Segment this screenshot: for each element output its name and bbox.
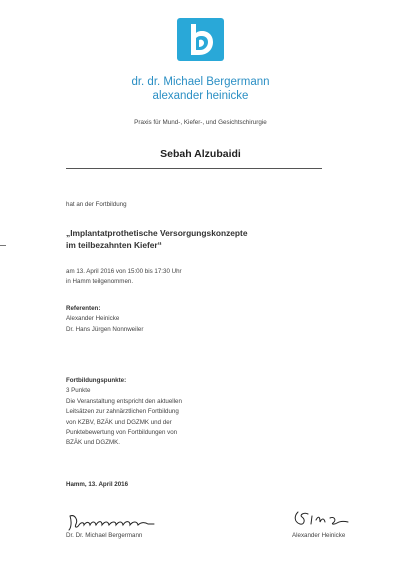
referenten-heading: Referenten: [66,305,101,312]
points-line: BZÄK und DGZMK. [66,439,120,447]
margin-mark [0,245,6,246]
practice-name-line2: alexander heinicke [152,90,249,102]
referent-name: Alexander Heinicke [66,315,120,323]
date-line1: am 13. April 2016 von 15:00 bis 17:30 Uhr [66,268,182,275]
date-line2: in Hamm teilgenommen. [66,278,134,286]
referent-name: Dr. Hans Jürgen Nonnweiler [66,325,144,333]
points-line: Leitsätzen zur zahnärztlichen Fortbildung [66,408,179,416]
practice-description: Praxis für Mund-, Kiefer-, und Gesichtschirurgie [134,119,267,126]
points-block [66,376,182,449]
logo-mark-icon [177,18,224,61]
signature-right [290,508,358,530]
place-date: Hamm, 13. April 2016 [66,481,129,488]
recipient-name: Sebah Alzubaidi [160,148,241,160]
points-heading: Fortbildungspunkte: [66,377,127,384]
course-title-line2: im teilbezahnten Kiefer“ [66,240,162,250]
course-title-line1: „Implantatprothetische Versorgungskonzepte [66,228,248,238]
points-line: Punktebewertung von Fortbildungen von [66,429,178,437]
signature-name-right: Alexander Heinicke [292,532,346,539]
points-line: Die Veranstaltung entspricht den aktuellen [66,397,182,405]
course-title [66,227,248,251]
signature-name-left: Dr. Dr. Michael Bergermann [66,532,143,539]
signature-left [66,512,156,532]
practice-name-line1: dr. dr. Michael Bergermann [131,76,270,88]
referenten-block [66,304,143,335]
divider [66,168,322,169]
points-line: von KZBV, BZÄK und DGZMK und der [66,418,172,426]
course-date [66,267,182,288]
intro-text: hat an der Fortbildung [66,201,127,208]
practice-logo [177,18,224,61]
points-line: 3 Punkte [66,387,91,395]
